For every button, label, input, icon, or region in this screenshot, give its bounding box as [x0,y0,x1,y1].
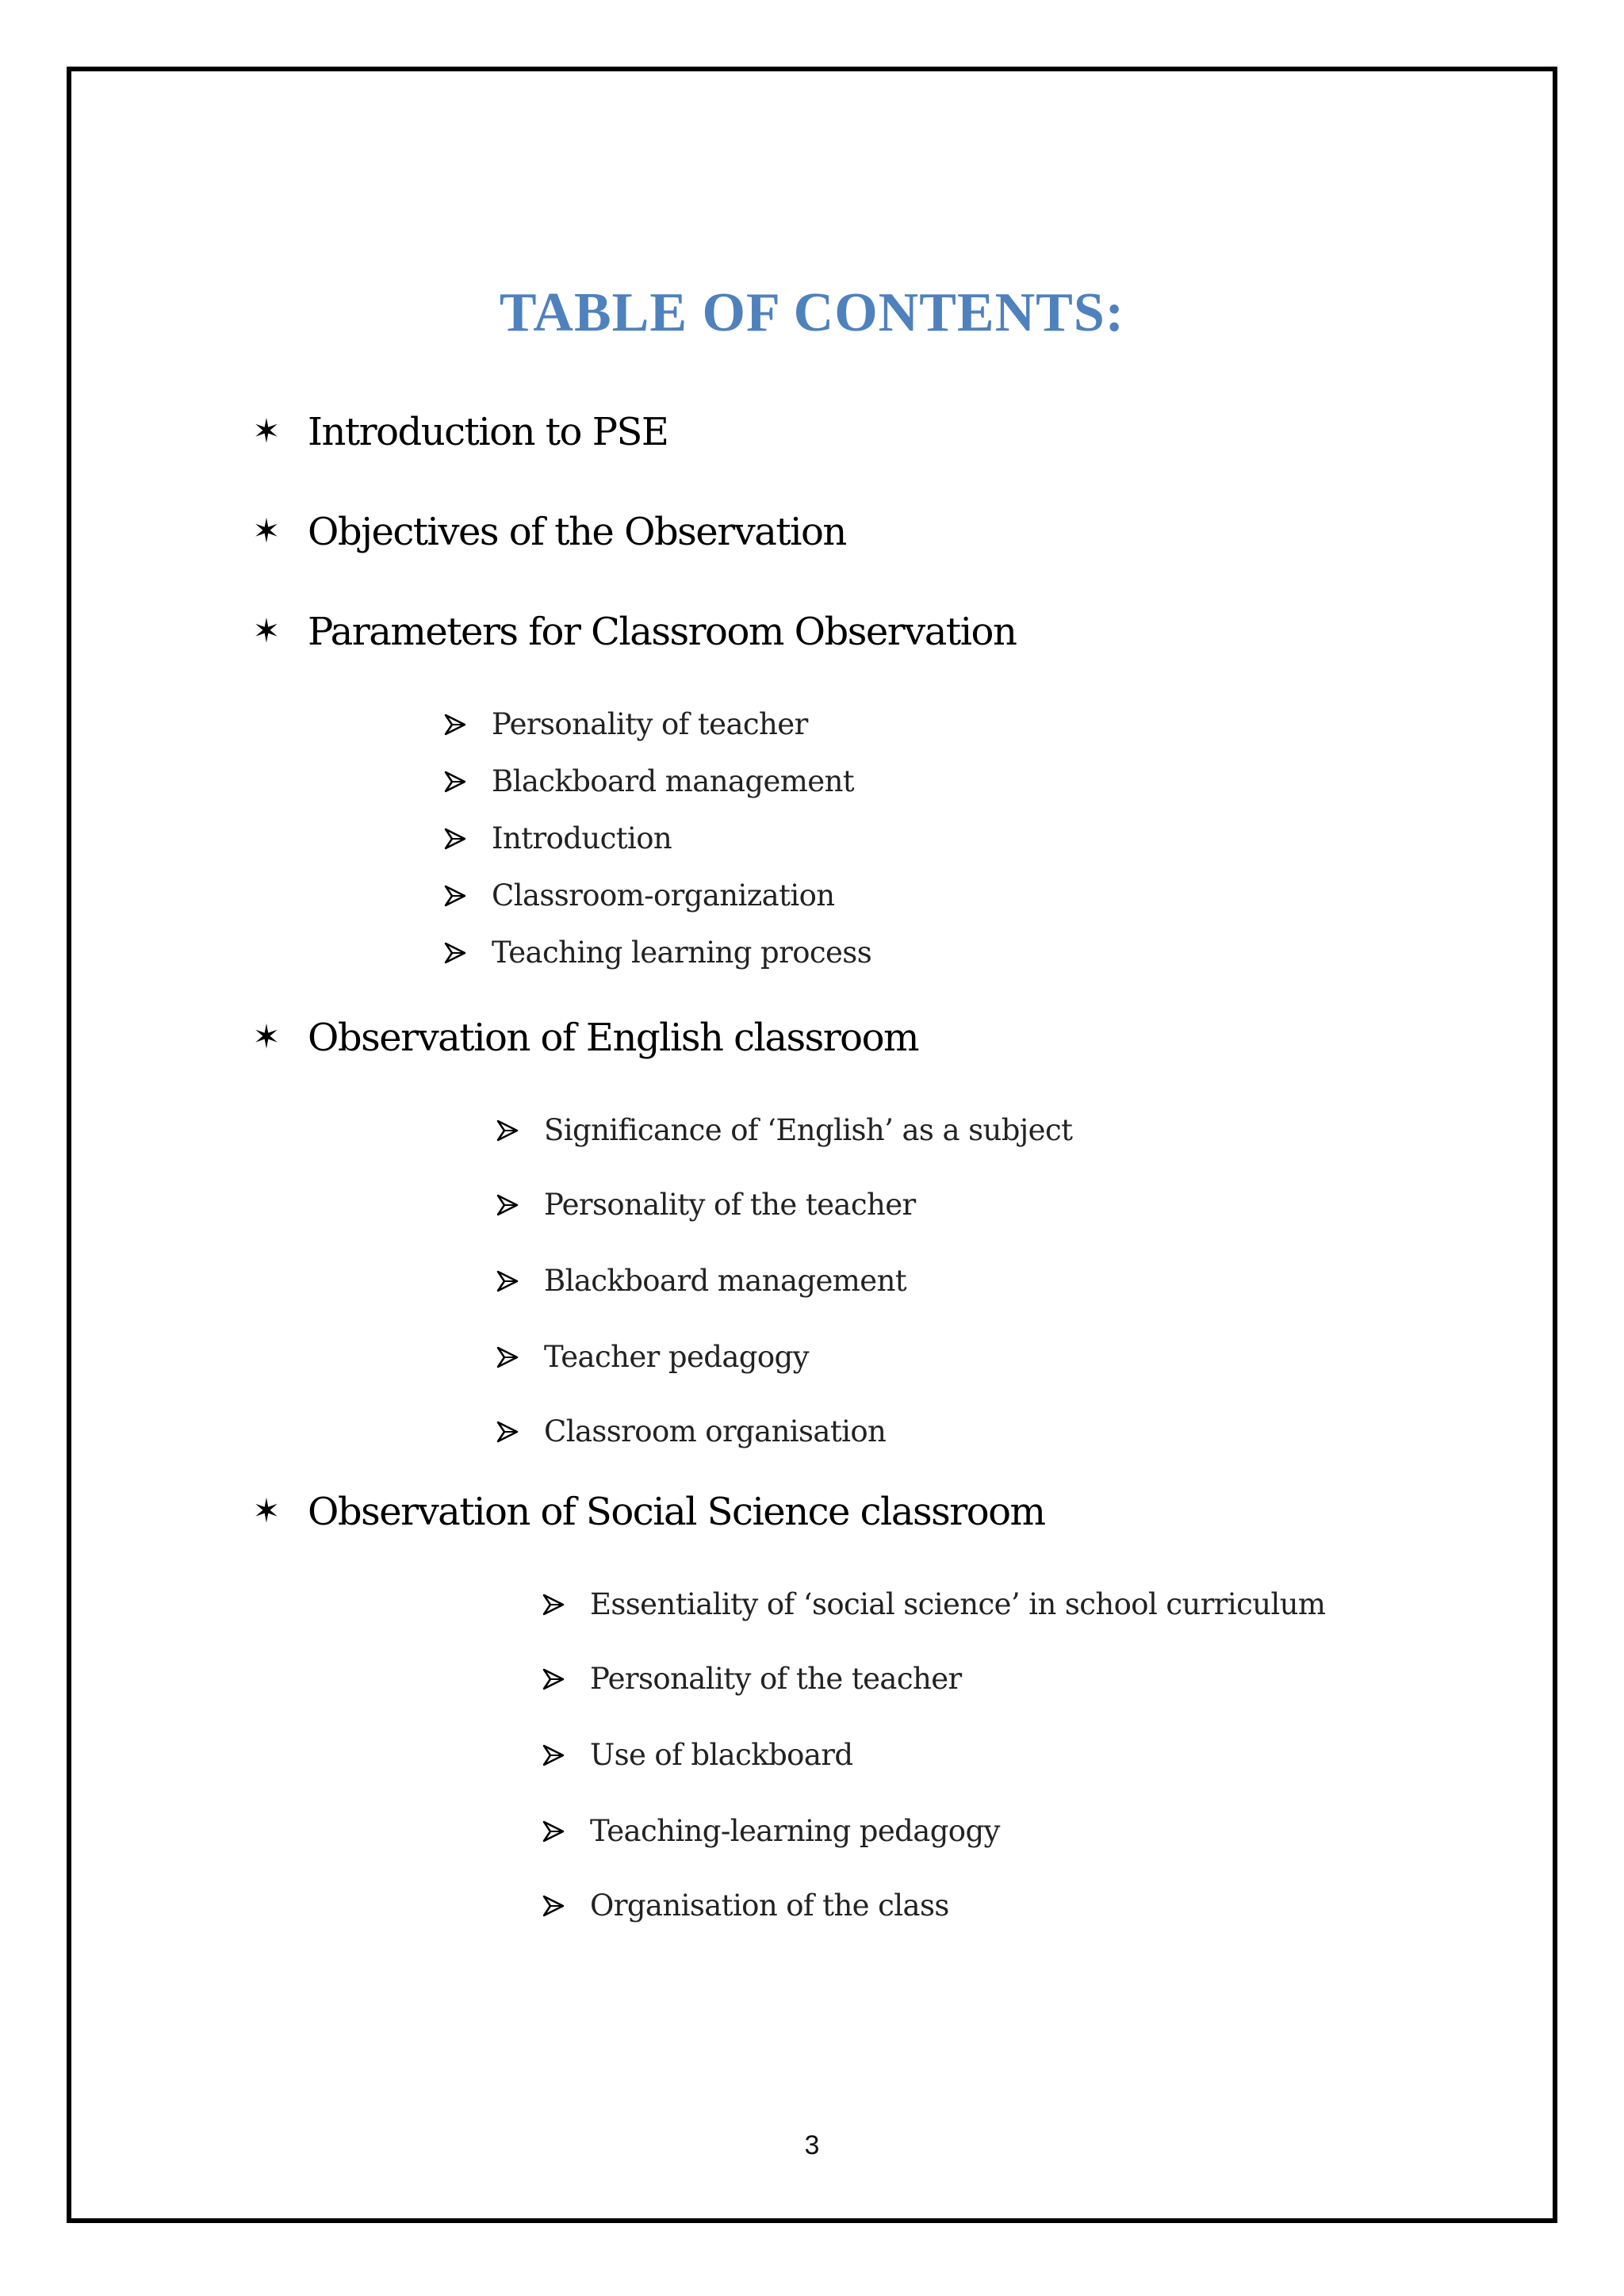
star-icon: ✶ [252,514,281,550]
toc-item[interactable] [542,1582,1325,1627]
toc-item-label: Use of blackboard [590,1738,853,1772]
arrow-icon [496,1410,520,1454]
section-label: Observation of English classroom [308,1016,918,1060]
toc-item-label: Teacher pedagogy [544,1340,809,1374]
arrow-icon [542,1657,566,1701]
page-title: TABLE OF CONTENTS: [499,282,1125,343]
toc-section-parameters[interactable] [251,604,1016,660]
arrow-icon [542,1809,566,1854]
arrow-icon [542,1582,566,1627]
toc-section-objectives[interactable] [251,504,846,560]
toc-section-social-science-classroom[interactable] [251,1484,1045,1540]
toc-item[interactable] [542,1809,1000,1854]
toc-item[interactable] [444,760,854,804]
toc-item-label: Essentiality of ‘social science’ in school curriculum [590,1587,1326,1621]
toc-section-introduction-to-pse[interactable] [251,404,668,460]
toc-item[interactable] [444,874,835,918]
section-label: Objectives of the Observation [308,510,846,554]
arrow-icon [444,817,468,861]
section-label: Introduction to PSE [308,410,668,454]
toc-item-label: Personality of the teacher [544,1188,916,1222]
arrow-icon [444,702,468,747]
toc-item[interactable] [542,1657,962,1701]
toc-item[interactable] [542,1884,949,1928]
star-icon: ✶ [252,614,281,650]
toc-item[interactable] [496,1259,906,1303]
arrow-icon [444,931,468,975]
arrow-icon [496,1335,520,1380]
toc-item-label: Organisation of the class [590,1888,949,1923]
arrow-icon [542,1884,566,1928]
toc-item[interactable] [444,702,808,747]
toc-item-label: Personality of teacher [492,707,808,741]
toc-item-label: Classroom organisation [544,1414,887,1448]
page-number: 3 [804,2130,820,2160]
toc-item-label: Personality of the teacher [590,1662,962,1696]
toc-item[interactable] [496,1410,886,1454]
toc-item[interactable] [444,931,871,975]
section-label: Observation of Social Science classroom [308,1490,1045,1534]
toc-item[interactable] [496,1183,916,1227]
toc-item-label: Teaching learning process [492,936,872,970]
toc-item-label: Significance of ‘English’ as a subject [544,1113,1073,1147]
arrow-icon [444,874,468,918]
arrow-icon [496,1183,520,1227]
toc-item-label: Introduction [492,821,672,855]
star-icon: ✶ [252,414,281,450]
toc-item[interactable] [496,1108,1072,1153]
toc-item-label: Classroom-organization [492,878,835,913]
arrow-icon [496,1108,520,1153]
toc-item-label: Blackboard management [544,1264,907,1298]
toc-item[interactable] [444,817,672,861]
star-icon: ✶ [252,1020,281,1056]
arrow-icon [444,760,468,804]
arrow-icon [542,1733,566,1777]
star-icon: ✶ [252,1494,281,1530]
arrow-icon [496,1259,520,1303]
toc-item[interactable] [496,1335,809,1380]
toc-item-label: Teaching-learning pedagogy [590,1814,1000,1848]
toc-item-label: Blackboard management [492,764,855,798]
toc-item[interactable] [542,1733,852,1777]
toc-section-english-classroom[interactable] [251,1010,918,1066]
section-label: Parameters for Classroom Observation [308,610,1017,654]
